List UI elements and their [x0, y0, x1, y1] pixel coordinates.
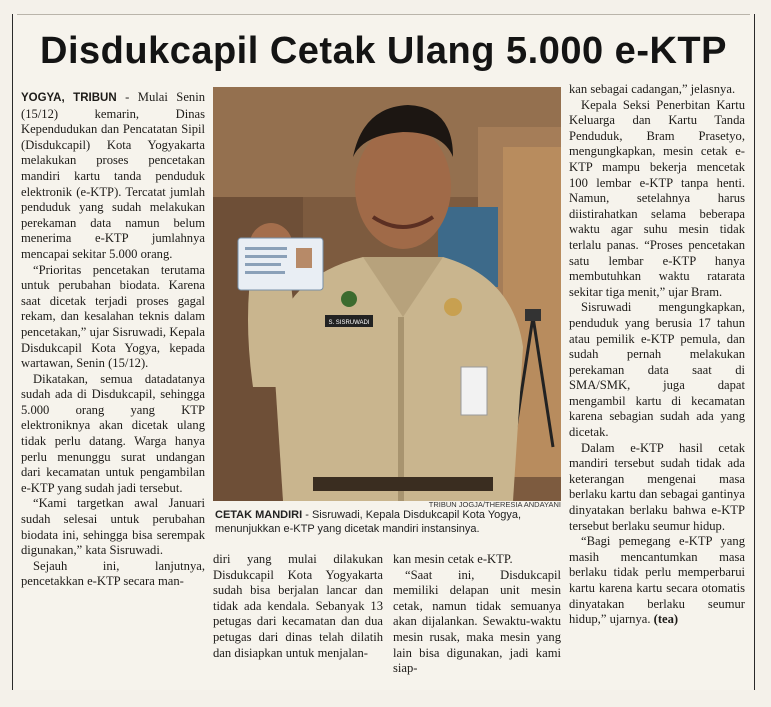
paragraph: Kepala Seksi Penerbitan Kartu Keluarga dan Kartu Tanda Penduduk, Bram Prasetyo, mengungkapkan, mesin cetak e-KTP mampu bekerja mencetak 100 lembar e-KTP tanpa henti. Namun, setelahnya harus diistirahatkan selama beberapa waktu agar suhu mesin tidak terlalu panas. “Proses pencetakan satu lembar e-KTP hanya membutuhkan waktu ratarata sekitar tiga menit,” ujar Bram.: [569, 97, 745, 299]
photo-illustration: [213, 87, 561, 501]
dateline: YOGYA, TRIBUN: [21, 92, 117, 104]
paragraph: kan mesin cetak e-KTP.: [393, 552, 513, 566]
photo-credit: TRIBUN JOGJA/THERESIA ANDAYANI: [428, 500, 561, 509]
newspaper-clipping: [12, 14, 755, 690]
author-initials: (tea): [653, 612, 679, 627]
caption-text: - Sisruwadi, Kepala Disdukcapil Kota Yogya, menunjukkan e-KTP yang dicetak mandiri instansinya.: [215, 509, 522, 535]
column-3: [393, 552, 561, 677]
headline: Disdukcapil Cetak Ulang 5.000 e-KTP: [40, 29, 727, 72]
paragraph: Sejauh ini, lanjutnya, pencetakkan e-KTP secara man-: [21, 558, 205, 589]
paragraph: “Bagi pemegang e-KTP yang masih mencantumkan masa berlaku tidak perlu memperbarui kartu karena kartu secara otomatis dinyatakan berlaku seumur hidup,” ujarnya. (tea): [569, 534, 745, 627]
paragraph: Dalam e-KTP hasil cetak mandiri tersebut sudah tidak ada keterangan mengenai masa berlaku kartu dan sebagai gantinya dinyatakan berlaku bahwa e-KTP tersebut berlaku seumur hidup.: [569, 440, 745, 533]
paragraph: Dikatakan, semua datadatanya sudah ada di Disdukcapil, sehingga 5.000 orang yang KTP elektroniknya akan dicetak ulang tidak perlu datang. Warga hanya perlu menunggu surat undangan dari kecamatan untuk pengambilan e-KTP yang sudah jadi tersebut.: [21, 371, 205, 495]
paragraph: YOGYA, TRIBUN - Mulai Senin (15/12) kemarin, Dinas Kependudukan dan Pencatatan Sipil (Disdukcapil) Kota Yogyakarta melakukan proses pencetakan mandiri kartu tanda penduduk elektronik (e-KTP). Tercatat jumlah penduduk yang sudah melakukan perekaman data namun belum menerima e-KTP jumlahnya mencapai sekitar 5.000 orang.: [21, 90, 205, 261]
paragraph: Sisruwadi mengungkapkan, penduduk yang berusia 17 tahun atau pemilik e-KTP pemula, dan sudah pernah melakukan perekaman data saat di SMA/SMK, juga dapat mengambil kartu di kecamatan karena sebagian sudah ada yang dicetak.: [569, 300, 745, 440]
column-2: [213, 552, 383, 661]
photo-caption: [215, 508, 561, 536]
headline-bar: [17, 14, 750, 87]
name-tag: S. SISRUWADI: [328, 320, 370, 326]
paragraph: “Kami targetkan awal Januari sudah selesai untuk perubahan biodata ini, sehingga bisa serempak digunakan,” kata Sisruwadi.: [21, 496, 205, 558]
paragraph: diri yang mulai dilakukan Disdukcapil Kota Yogyakarta sudah bisa berjalan lancar dan tidak ada kendala. Sebanyak 13 petugas dari kecamatan dan dua petugas dari dinas telah dilatih dan disiapkan untuk menjalan-: [213, 552, 383, 660]
paragraph: kan sebagai cadangan,” jelasnya.: [569, 82, 736, 96]
paragraph: “Saat ini, Disdukcapil memiliki delapan unit mesin cetak, namun tidak semuanya akan dijalankan. Sewaktu-waktu mesin rusak, maka mesin yang lain bisa digunakan, jadi kami siap-: [393, 567, 561, 676]
caption-label: CETAK MANDIRI: [215, 509, 303, 521]
article-photo: [213, 87, 561, 501]
paragraph: “Prioritas pencetakan terutama untuk perubahan biodata. Karena saat dicetak terjadi proses gagal rekam, dan kesalahan teknis dalam pencetakan,” ujar Sisruwadi, Kepala Disdukcapil Kota Yogya, kepada wartawan, Senin (15/12).: [21, 262, 205, 371]
column-4: [569, 82, 745, 628]
column-1: [21, 90, 205, 590]
